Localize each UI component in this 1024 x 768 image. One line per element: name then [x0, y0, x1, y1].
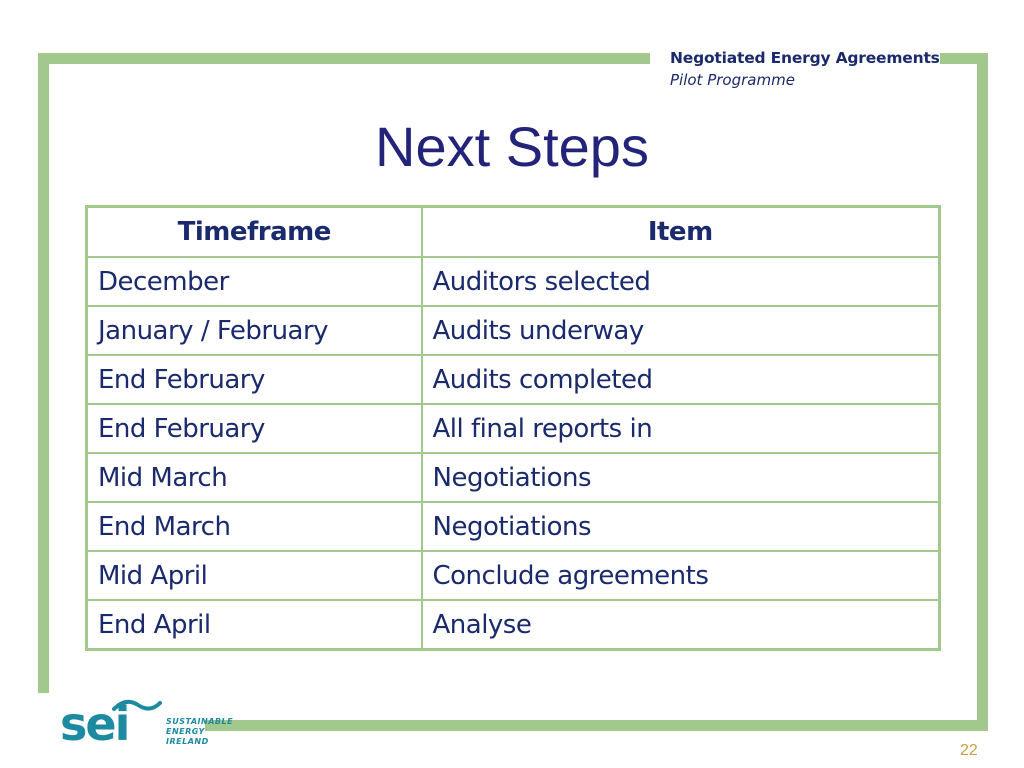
table-row [87, 257, 940, 306]
timeframe-cell: January / February [87, 306, 422, 355]
item-cell: Analyse [422, 600, 940, 650]
item-cell: Conclude agreements [422, 551, 940, 600]
logo-tagline [166, 717, 233, 747]
timeframe-cell: Mid March [87, 453, 422, 502]
logo-wave-icon [112, 697, 162, 715]
table-row [87, 600, 940, 650]
frame-top-left [38, 53, 650, 64]
table-row [87, 404, 940, 453]
logo-line-ireland: IRELAND [166, 737, 209, 746]
timeframe-cell: December [87, 257, 422, 306]
item-cell: Audits completed [422, 355, 940, 404]
header-timeframe: Timeframe [87, 207, 422, 258]
table-header-row [87, 207, 940, 258]
page-number: 22 [960, 742, 978, 759]
table-row [87, 453, 940, 502]
timeframe-cell: End February [87, 404, 422, 453]
table-row [87, 355, 940, 404]
frame-bottom [205, 720, 988, 731]
header-item: Item [422, 207, 940, 258]
timeframe-cell: End February [87, 355, 422, 404]
slide-title: Next Steps [375, 115, 649, 178]
header-subtitle: Pilot Programme [670, 71, 795, 89]
item-cell: Audits underway [422, 306, 940, 355]
logo-wordmark: sei [60, 697, 129, 751]
item-cell: All final reports in [422, 404, 940, 453]
timeframe-cell: Mid April [87, 551, 422, 600]
item-cell: Negotiations [422, 453, 940, 502]
header-title: Negotiated Energy Agreements [670, 49, 940, 67]
timeframe-cell: End April [87, 600, 422, 650]
item-cell: Auditors selected [422, 257, 940, 306]
table-row [87, 306, 940, 355]
item-cell: Negotiations [422, 502, 940, 551]
next-steps-table [85, 205, 941, 651]
table-row [87, 551, 940, 600]
timeframe-cell: End March [87, 502, 422, 551]
table-row [87, 502, 940, 551]
logo-line-energy: ENERGY [166, 727, 205, 736]
logo-line-sustainable: SUSTAINABLE [166, 717, 234, 726]
